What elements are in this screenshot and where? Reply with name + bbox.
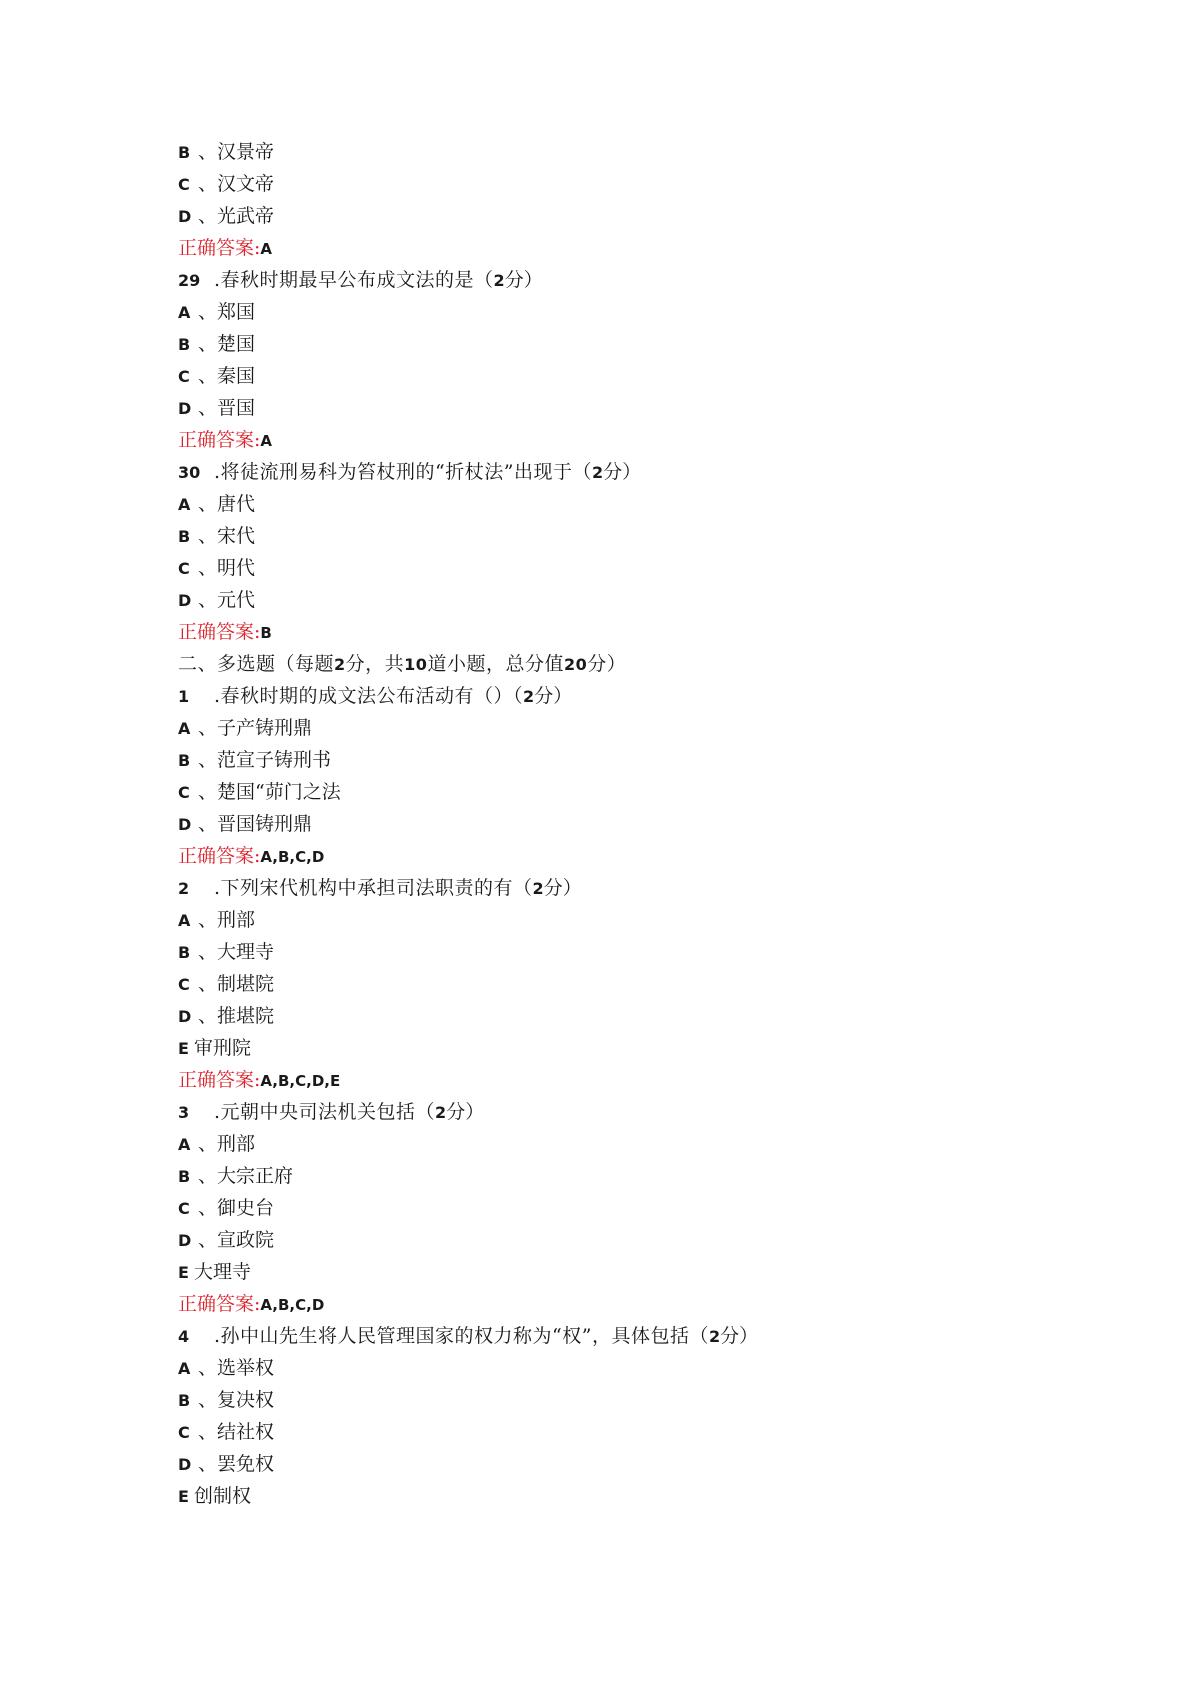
option-sep: 、: [198, 1421, 218, 1443]
option-sep: 、: [198, 1197, 218, 1219]
option-sep: 、: [198, 1389, 218, 1411]
question-text: .春秋时期最早公布成文法的是（: [214, 269, 494, 291]
option-label: D: [178, 399, 192, 418]
option-label: C: [178, 367, 190, 386]
option-e: [178, 1480, 1078, 1512]
question-m3: [178, 1096, 1078, 1128]
question-score-tail: 分）: [446, 1101, 485, 1123]
question-score: 2: [708, 1327, 721, 1346]
option-sep: 、: [198, 1165, 218, 1187]
option-text: 御史台: [217, 1197, 275, 1219]
answer-value: A: [260, 240, 273, 258]
option-label: E: [178, 1039, 189, 1058]
option-label: A: [178, 1135, 191, 1154]
section-heading-text: 二、多选题（每题: [178, 653, 335, 675]
answer-value: A: [260, 432, 273, 450]
option-label: B: [178, 751, 191, 770]
answer-value: A,B,C,D: [260, 848, 325, 866]
option-text: 结社权: [217, 1421, 275, 1443]
correct-answer: [178, 1288, 1078, 1320]
question-score: 2: [493, 271, 505, 290]
option-label: D: [178, 1455, 192, 1474]
question-score: 2: [591, 463, 604, 482]
option-text: 元代: [217, 589, 256, 611]
question-score: 2: [523, 687, 535, 706]
option-b: [178, 744, 1078, 776]
option-sep: 、: [198, 1229, 218, 1251]
correct-answer: [178, 1064, 1078, 1096]
section-total-score: 20: [563, 655, 588, 674]
option-sep: 、: [198, 333, 218, 355]
option-b: [178, 936, 1078, 968]
option-label: B: [178, 1167, 191, 1186]
option-label: B: [178, 143, 191, 162]
option-sep: 、: [198, 557, 218, 579]
option-text: 汉文帝: [217, 173, 275, 195]
option-a: [178, 904, 1078, 936]
option-b: [178, 1384, 1078, 1416]
option-label: C: [178, 559, 190, 578]
option-text: 宣政院: [217, 1229, 275, 1251]
option-label: A: [178, 303, 191, 322]
question-score: 2: [532, 879, 544, 898]
option-c: [178, 1192, 1078, 1224]
option-sep: 、: [198, 749, 218, 771]
option-sep: 、: [198, 205, 218, 227]
option-sep: 、: [198, 141, 218, 163]
correct-answer: [178, 616, 1078, 648]
option-c: [178, 360, 1078, 392]
question-score-tail: 分）: [603, 461, 642, 483]
option-sep: 、: [198, 1005, 218, 1027]
question-score: 2: [435, 1103, 447, 1122]
option-sep: 、: [198, 973, 218, 995]
option-text: 复决权: [217, 1389, 275, 1411]
question-number: 30: [178, 463, 201, 482]
option-text: 刑部: [217, 1133, 256, 1155]
option-text: 大理寺: [217, 941, 275, 963]
answer-key-label: 正确答案:: [178, 845, 261, 867]
option-label: D: [178, 1231, 192, 1250]
question-m2: [178, 872, 1078, 904]
option-label: A: [178, 719, 191, 738]
option-label: A: [178, 1359, 191, 1378]
question-number: 3: [178, 1103, 190, 1122]
question-score-tail: 分）: [543, 877, 582, 899]
option-text: 明代: [217, 557, 256, 579]
option-label: C: [178, 975, 190, 994]
section-heading-text: 分，共: [345, 653, 405, 675]
question-number: 4: [178, 1327, 190, 1346]
option-label: C: [178, 175, 190, 194]
question-text: .春秋时期的成文法公布活动有（）（: [214, 685, 524, 707]
answer-value: B: [260, 624, 272, 642]
option-text: 楚国: [217, 333, 256, 355]
option-text: 郑国: [217, 301, 256, 323]
question-score-tail: 分）: [720, 1325, 759, 1347]
option-b: [178, 328, 1078, 360]
option-sep: 、: [198, 397, 218, 419]
option-a: [178, 1128, 1078, 1160]
section-heading-text: 分）: [587, 653, 627, 675]
question-score-tail: 分）: [534, 685, 573, 707]
option-c: [178, 1416, 1078, 1448]
option-text: 宋代: [217, 525, 256, 547]
option-text: 大宗正府: [217, 1165, 294, 1187]
question-29: [178, 264, 1078, 296]
option-d: [178, 584, 1078, 616]
option-sep: 、: [198, 589, 218, 611]
exam-page: [178, 136, 1078, 1512]
option-text: 制堪院: [217, 973, 275, 995]
option-text: 范宣子铸刑书: [217, 749, 332, 771]
option-c: [178, 776, 1078, 808]
option-sep: 、: [198, 941, 218, 963]
option-sep: 、: [198, 1133, 218, 1155]
option-sep: 、: [198, 813, 218, 835]
option-text: 楚国“茆门之法: [217, 781, 341, 803]
question-number: 2: [178, 879, 190, 898]
option-a: [178, 1352, 1078, 1384]
option-d: [178, 200, 1078, 232]
option-d: [178, 1000, 1078, 1032]
option-label: C: [178, 783, 190, 802]
section-heading: [178, 648, 1078, 680]
option-a: [178, 488, 1078, 520]
option-text: 罢免权: [217, 1453, 275, 1475]
option-label: E: [178, 1263, 189, 1282]
option-sep: 、: [198, 301, 218, 323]
option-label: B: [178, 335, 191, 354]
question-text: .将徒流刑易科为笞杖刑的“折杖法”出现于（: [214, 461, 592, 483]
answer-key-label: 正确答案:: [178, 621, 261, 643]
option-c: [178, 968, 1078, 1000]
answer-key-label: 正确答案:: [178, 237, 261, 259]
option-sep: 、: [198, 1453, 218, 1475]
option-sep: 、: [198, 717, 218, 739]
option-e: [178, 1032, 1078, 1064]
correct-answer: [178, 424, 1078, 456]
answer-value: A,B,C,D,E: [260, 1072, 341, 1090]
question-m4: [178, 1320, 1078, 1352]
question-text: .孙中山先生将人民管理国家的权力称为“权”，具体包括（: [214, 1325, 709, 1347]
section-heading-text: 道小题，总分值: [427, 653, 564, 675]
answer-key-label: 正确答案:: [178, 1293, 261, 1315]
question-number: 29: [178, 271, 201, 290]
option-label: A: [178, 911, 191, 930]
option-text: 审刑院: [194, 1037, 252, 1059]
option-label: D: [178, 207, 192, 226]
correct-answer: [178, 840, 1078, 872]
question-text: .元朝中央司法机关包括（: [214, 1101, 436, 1123]
option-sep: 、: [198, 909, 218, 931]
option-text: 晋国: [217, 397, 256, 419]
option-sep: 、: [198, 525, 218, 547]
option-a: [178, 712, 1078, 744]
option-e: [178, 1256, 1078, 1288]
option-text: 推堪院: [217, 1005, 275, 1027]
option-text: 刑部: [217, 909, 256, 931]
answer-value: A,B,C,D: [260, 1296, 325, 1314]
option-c: [178, 168, 1078, 200]
option-b: [178, 136, 1078, 168]
question-30: [178, 456, 1078, 488]
option-text: 创制权: [194, 1485, 252, 1507]
option-c: [178, 552, 1078, 584]
question-score-tail: 分）: [504, 269, 543, 291]
option-text: 光武帝: [217, 205, 275, 227]
option-b: [178, 520, 1078, 552]
option-sep: 、: [198, 365, 218, 387]
answer-key-label: 正确答案:: [178, 1069, 261, 1091]
option-d: [178, 1224, 1078, 1256]
question-number: 1: [178, 687, 190, 706]
option-sep: 、: [198, 781, 218, 803]
option-text: 大理寺: [194, 1261, 252, 1283]
option-text: 选举权: [217, 1357, 275, 1379]
option-label: B: [178, 1391, 191, 1410]
option-label: D: [178, 815, 192, 834]
option-d: [178, 1448, 1078, 1480]
option-b: [178, 1160, 1078, 1192]
section-points-per-question: 2: [334, 655, 346, 674]
question-text: .下列宋代机构中承担司法职责的有（: [214, 877, 533, 899]
section-question-count: 10: [404, 655, 428, 674]
option-label: C: [178, 1423, 190, 1442]
option-a: [178, 296, 1078, 328]
option-d: [178, 392, 1078, 424]
option-label: A: [178, 495, 191, 514]
option-text: 唐代: [217, 493, 256, 515]
option-label: B: [178, 527, 191, 546]
option-text: 秦国: [217, 365, 256, 387]
option-sep: 、: [198, 493, 218, 515]
option-d: [178, 808, 1078, 840]
option-text: 晋国铸刑鼎: [217, 813, 313, 835]
option-label: D: [178, 591, 192, 610]
option-text: 汉景帝: [217, 141, 275, 163]
option-text: 子产铸刑鼎: [217, 717, 313, 739]
option-sep: 、: [198, 173, 218, 195]
answer-key-label: 正确答案:: [178, 429, 261, 451]
option-label: D: [178, 1007, 192, 1026]
question-m1: [178, 680, 1078, 712]
option-label: E: [178, 1487, 189, 1506]
option-label: C: [178, 1199, 190, 1218]
option-sep: 、: [198, 1357, 218, 1379]
correct-answer: [178, 232, 1078, 264]
option-label: B: [178, 943, 191, 962]
